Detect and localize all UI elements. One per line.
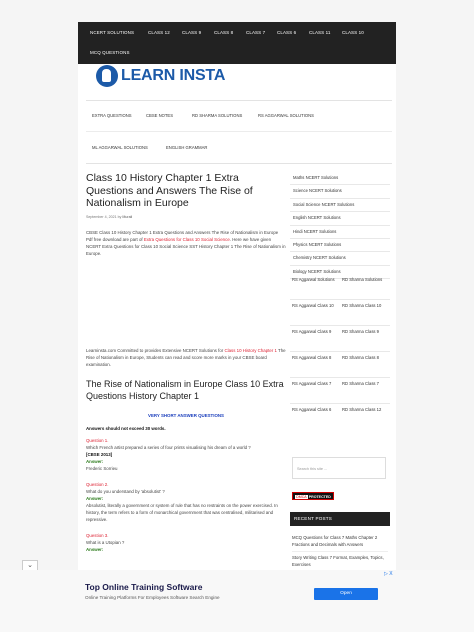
answer-3-label: Answer: <box>86 546 104 552</box>
sidebar-link-social-science[interactable]: Social Science NCERT Solutions <box>290 199 390 212</box>
grid-rs-aggarwal-10[interactable]: RS Aggarwal Class 10 <box>292 303 334 308</box>
commit-link[interactable]: Class 10 History Chapter 1 <box>224 347 277 353</box>
sidebar-link-chemistry[interactable]: Chemistry NCERT Solutions <box>290 252 390 265</box>
nav-class-9[interactable]: CLASS 9 <box>182 30 202 35</box>
dmca-label: DMCA <box>296 495 307 499</box>
ad-subtitle: Online Training Platforms For Employees Software Search Engine <box>85 595 220 600</box>
question-1-text: Which French artist prepared a series of four prints visualising his dream of a world ? <box>86 444 251 450</box>
author-link[interactable]: Murali <box>122 214 133 219</box>
sidebar-link-english[interactable]: English NCERT Solutions <box>290 212 390 225</box>
site-logo[interactable] <box>96 62 225 90</box>
dmca-badge[interactable] <box>292 492 334 500</box>
adchoices-icon[interactable]: ▷ X <box>384 571 393 577</box>
nav-mcq-questions[interactable]: MCQ QUESTIONS <box>90 50 130 55</box>
nav-cbse-notes[interactable]: CBSE NOTES <box>146 113 173 118</box>
ad-content[interactable] <box>80 574 400 614</box>
grid-rd-sharma-7[interactable]: RD Sharma Class 7 <box>342 381 380 386</box>
intro-paragraph <box>86 229 286 257</box>
grid-divider <box>290 299 390 300</box>
nav-class-6[interactable]: CLASS 6 <box>277 30 297 35</box>
nav-class-12[interactable]: CLASS 12 <box>148 30 170 35</box>
nav-class-7[interactable]: CLASS 7 <box>246 30 266 35</box>
article <box>86 172 286 553</box>
grid-divider <box>290 403 390 404</box>
answer-2-text: Absolutist, literally a government or system of rule that has no restraints on the power exercised. In history, the term refers to a form of monarchical government that was centralised, militarised and repressive. <box>86 502 278 522</box>
sidebar-link-physics[interactable]: Physics NCERT Solutions <box>290 239 390 252</box>
nav-extra-questions[interactable]: EXTRA QUESTIONS <box>92 113 132 118</box>
nav-ml-aggarwal-solutions[interactable]: ML AGGARWAL SOLUTIONS <box>92 145 148 150</box>
grid-rd-sharma-10[interactable]: RD Sharma Class 10 <box>342 303 382 308</box>
question-1-ref: [CBSE 2013] <box>86 451 113 457</box>
question-1-label: Question 1. <box>86 437 109 443</box>
sidebar-link-science[interactable]: Science NCERT Solutions <box>290 185 390 198</box>
question-2-text: What do you understand by 'absolutist' ? <box>86 488 165 494</box>
answer-1-text: Frederic Sorrieu <box>86 465 118 471</box>
nav-english-grammar[interactable]: ENGLISH GRAMMAR <box>166 145 208 150</box>
ad-title[interactable]: Top Online Training Software <box>85 582 203 592</box>
grid-rs-aggarwal-solutions[interactable]: RS Aggarwal Solutions <box>292 277 335 282</box>
nav-rd-sharma-solutions[interactable]: RD SHARMA SOLUTIONS <box>192 113 243 118</box>
byline-prefix: by <box>117 214 122 219</box>
recent-post-2[interactable]: Story Writing Class 7 Format, Examples, Topics, Exercises <box>292 555 388 572</box>
answer-1-label: Answer: <box>86 458 104 464</box>
logo-icon <box>96 65 118 87</box>
grid-rd-sharma-12[interactable]: RD Sharma Class 12 <box>342 407 382 412</box>
chevron-down-icon[interactable]: ⌄ <box>22 560 38 571</box>
logo-text: LEARN INSTA <box>121 67 226 84</box>
nav-class-10[interactable]: CLASS 10 <box>342 30 364 35</box>
document-page <box>78 22 396 580</box>
grid-divider <box>290 377 390 378</box>
ad-banner <box>0 570 474 632</box>
article-title: Class 10 History Chapter 1 Extra Questions and Answers The Rise of Nationalism in Europe <box>86 172 253 209</box>
post-date: September 4, 2021 <box>86 214 117 219</box>
word-limit-note: Answers should not exceed 30 words. <box>86 425 166 431</box>
intro-text-1: CBSE Class 10 History Chapter 1 Extra Questions and Answers The Rise of Nationalism in Europe Pdf free download are part of <box>86 229 279 242</box>
sidebar-link-maths[interactable]: Maths NCERT Solutions <box>290 172 390 185</box>
section-label: VERY SHORT ANSWER QUESTIONS <box>148 412 224 418</box>
grid-rd-sharma-8[interactable]: RD Sharma Class 8 <box>342 355 380 360</box>
nav-ncert-solutions[interactable]: NCERT SOLUTIONS <box>90 30 135 35</box>
article-meta <box>86 215 286 219</box>
search-input[interactable]: Search this site ... <box>292 457 386 479</box>
nav-class-8[interactable]: CLASS 8 <box>214 30 234 35</box>
sidebar-link-biology[interactable]: Biology NCERT Solutions <box>290 266 390 279</box>
grid-rd-sharma-solutions[interactable]: RD Sharma Solutions <box>342 277 383 282</box>
grid-rs-aggarwal-6[interactable]: RS Aggarwal Class 6 <box>292 407 332 412</box>
top-navigation <box>78 22 396 64</box>
dmca-protected: PROTECTED <box>308 495 331 499</box>
sidebar <box>290 172 390 567</box>
recent-post-1[interactable]: MCQ Questions for Class 7 Maths Chapter 2 Fractions and Decimals with Answers <box>292 535 388 552</box>
nav-divider <box>86 131 392 132</box>
grid-rd-sharma-9[interactable]: RD Sharma Class 9 <box>342 329 380 334</box>
intro-link[interactable]: Extra Questions for Class 10 Social Science <box>143 236 230 242</box>
nav-class-11[interactable]: CLASS 11 <box>309 30 331 35</box>
sidebar-link-hindi[interactable]: Hindi NCERT Solutions <box>290 226 390 239</box>
question-2-label: Question 2. <box>86 481 109 487</box>
grid-divider <box>290 351 390 352</box>
grid-divider <box>290 325 390 326</box>
commit-text-1: Learninsta.com Committed to provides Extensive NCERT Solutions for <box>86 347 225 353</box>
question-3-text: What is a Utopian ? <box>86 539 125 545</box>
intro-text-2: . Here we have given NCERT Extra Questions for Class 10 Social Science SST History Chapter 1 The Rise of Nationalism in Europe. <box>86 236 286 256</box>
grid-rs-aggarwal-9[interactable]: RS Aggarwal Class 9 <box>292 329 332 334</box>
question-3-label: Question 3. <box>86 532 109 538</box>
section-heading: The Rise of Nationalism in Europe Class 10 Extra Questions History Chapter 1 <box>86 378 284 401</box>
recent-posts-heading: RECENT POSTS <box>290 512 390 526</box>
ad-open-button[interactable]: Open <box>314 588 378 600</box>
grid-rs-aggarwal-8[interactable]: RS Aggarwal Class 8 <box>292 355 332 360</box>
grid-rs-aggarwal-7[interactable]: RS Aggarwal Class 7 <box>292 381 332 386</box>
answer-2-label: Answer: <box>86 495 104 501</box>
secondary-navigation <box>86 100 392 164</box>
nav-rs-aggarwal-solutions[interactable]: RS AGGARWAL SOLUTIONS <box>258 113 314 118</box>
commit-text-2: The Rise of Nationalism in Europe, Students can read and score more marks in your CBSE board examination. <box>86 347 286 367</box>
commit-paragraph <box>86 347 286 368</box>
